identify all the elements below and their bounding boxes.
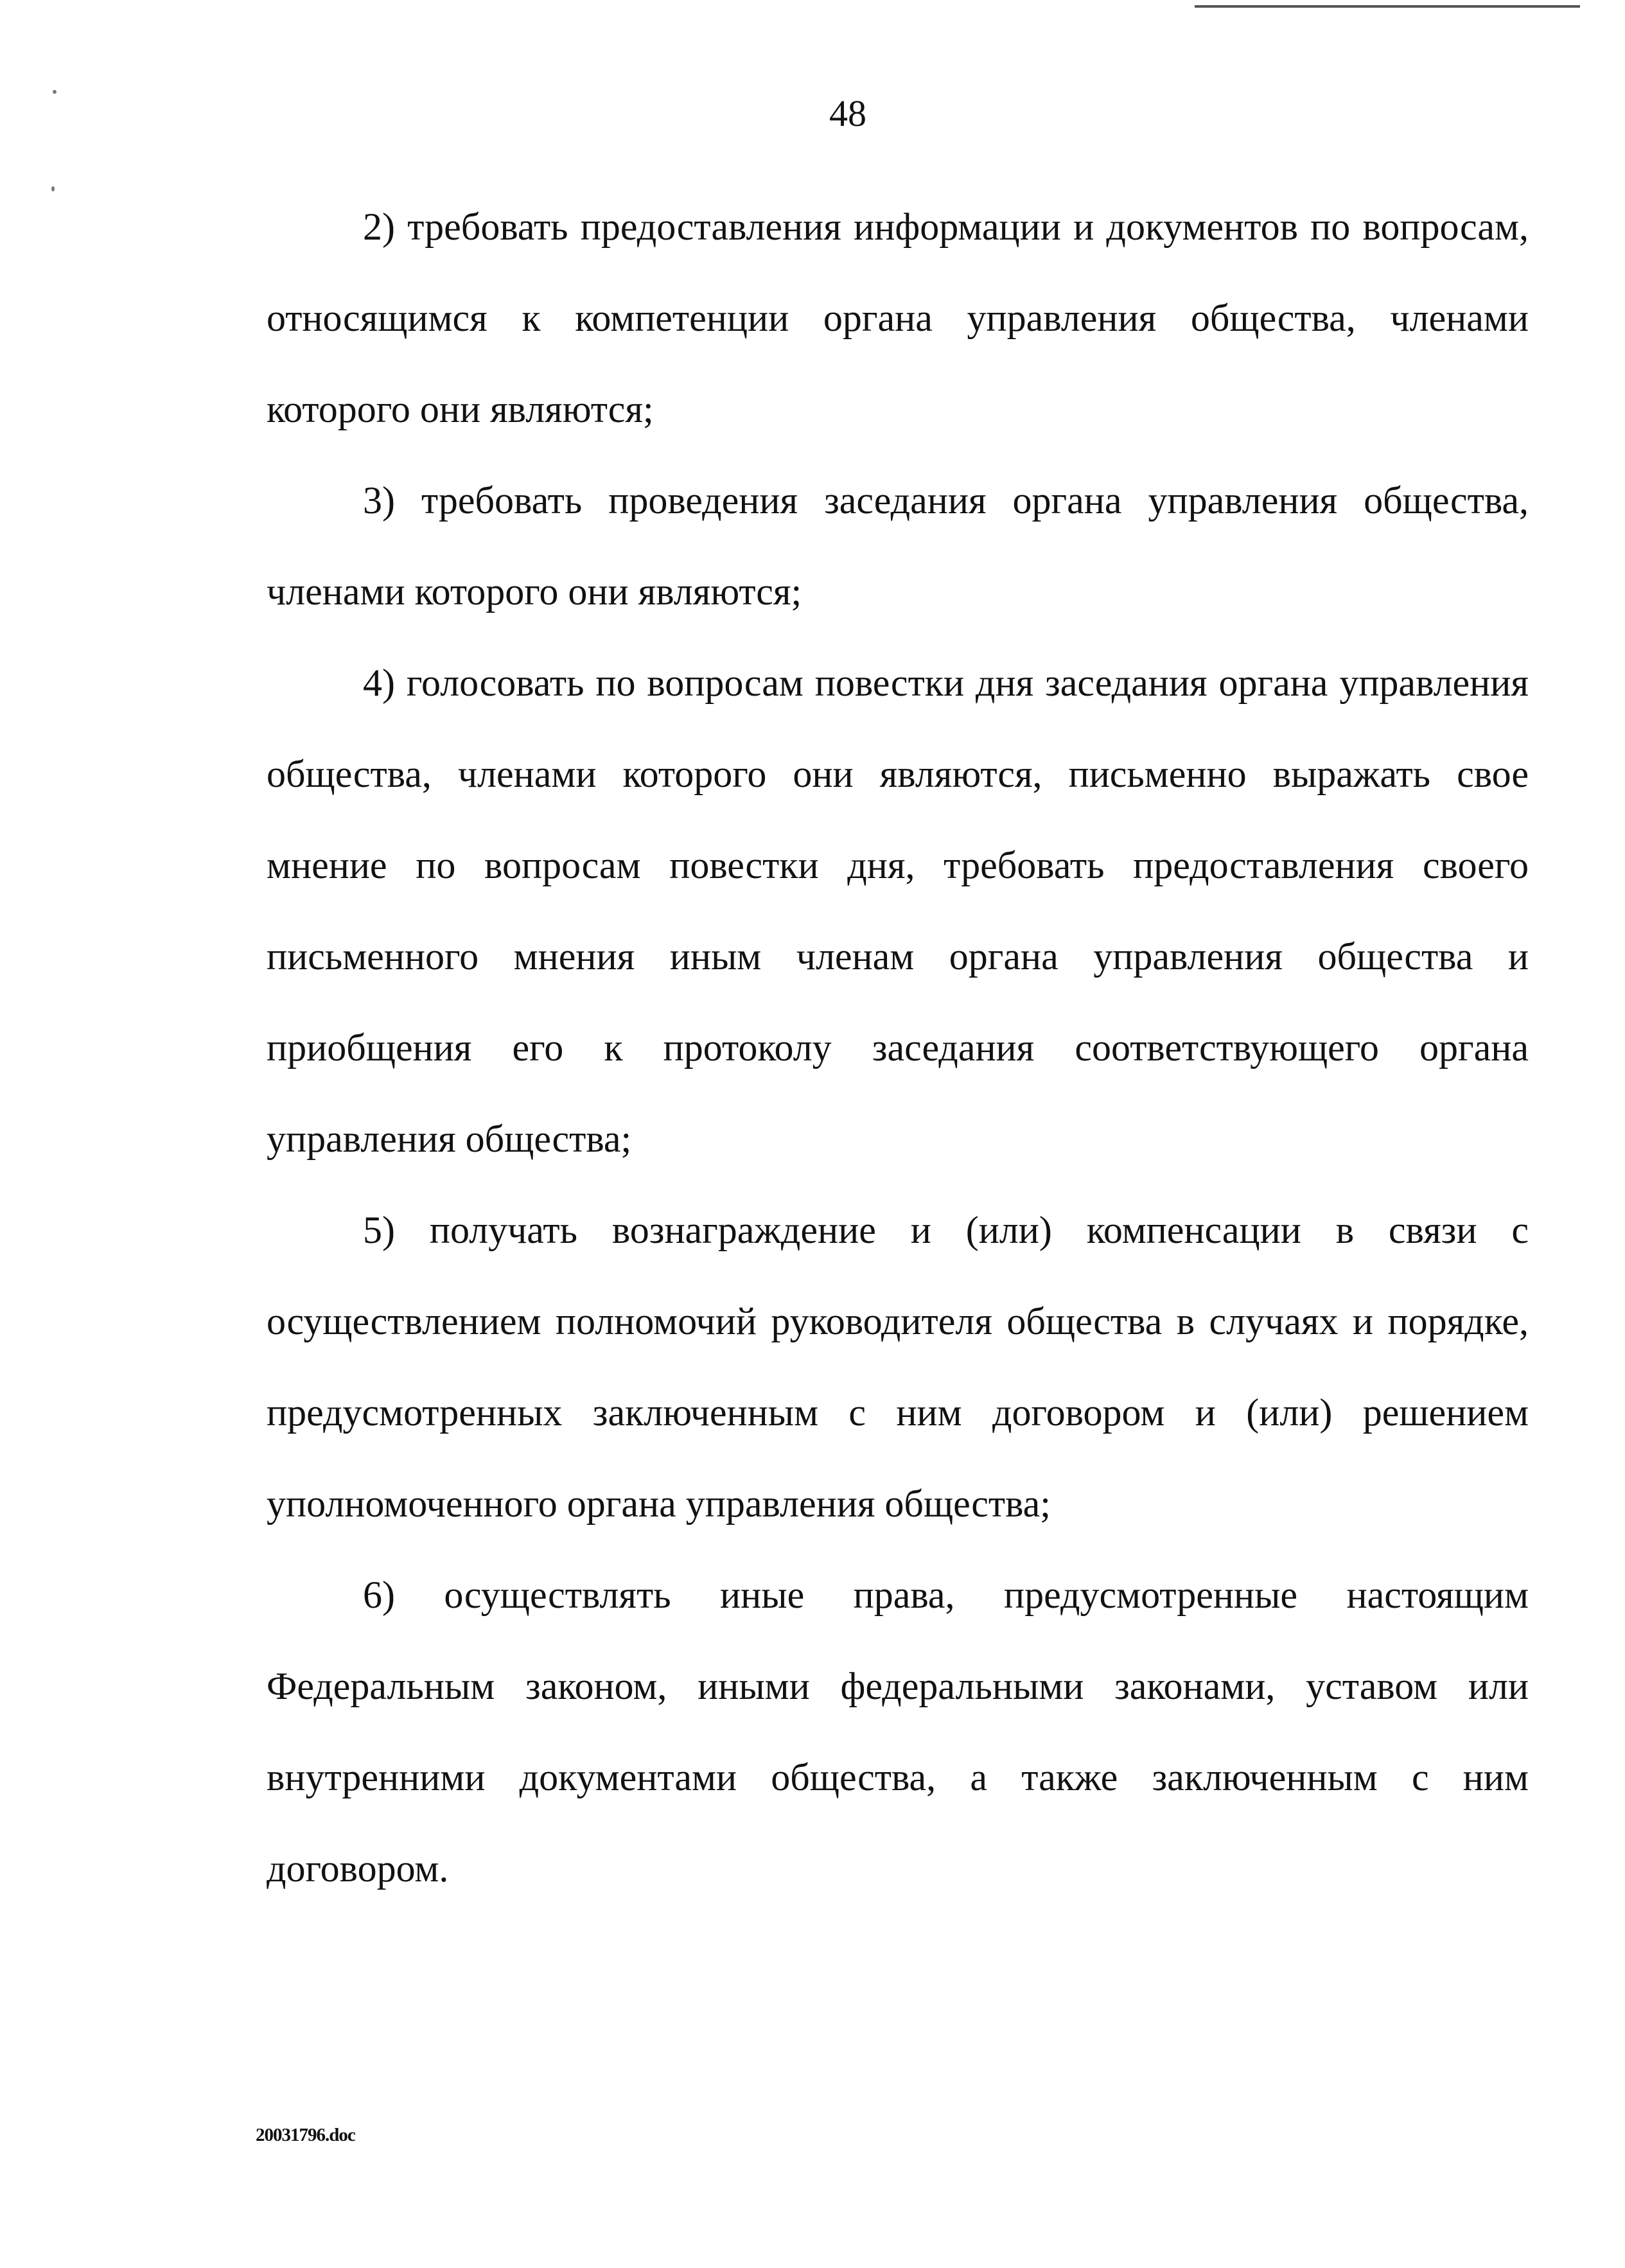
paragraph-item-2: 2) требовать предоставления информации и документов по вопросам, относящимся к компетенции органа управления общества, членами которого они являются; — [267, 206, 1529, 430]
paragraph-item-6: 6) осуществлять иные права, предусмотренные настоящим Федеральным законом, иными федеральными законами, уставом или внутренними документами общества, а также заключенным с ним договором. — [267, 1574, 1529, 1890]
scan-speck — [51, 186, 55, 191]
scan-speck — [53, 90, 57, 94]
paragraph-item-5: 5) получать вознаграждение и (или) компенсации в связи с осуществлением полномочий руководителя общества в случаях и порядке, предусмотренных заключенным с ним договором и (или) решением уполномоченного органа управления общества; — [267, 1209, 1529, 1525]
paragraph-item-4: 4) голосовать по вопросам повестки дня заседания органа управления общества, членами которого они являются, письменно выражать свое мнение по вопросам повестки дня, требовать предоставления своего письменного мнения иным членам органа управления общества и приобщения его к протоколу заседания соответствующего органа управления общества; — [267, 662, 1529, 1160]
top-rule — [1195, 5, 1580, 8]
paragraph-item-3: 3) требовать проведения заседания органа управления общества, членами которого они являются; — [267, 479, 1529, 613]
footer-filename: 20031796.doc — [256, 2125, 355, 2145]
page-number: 48 — [829, 92, 866, 134]
document-body — [267, 181, 1529, 1914]
